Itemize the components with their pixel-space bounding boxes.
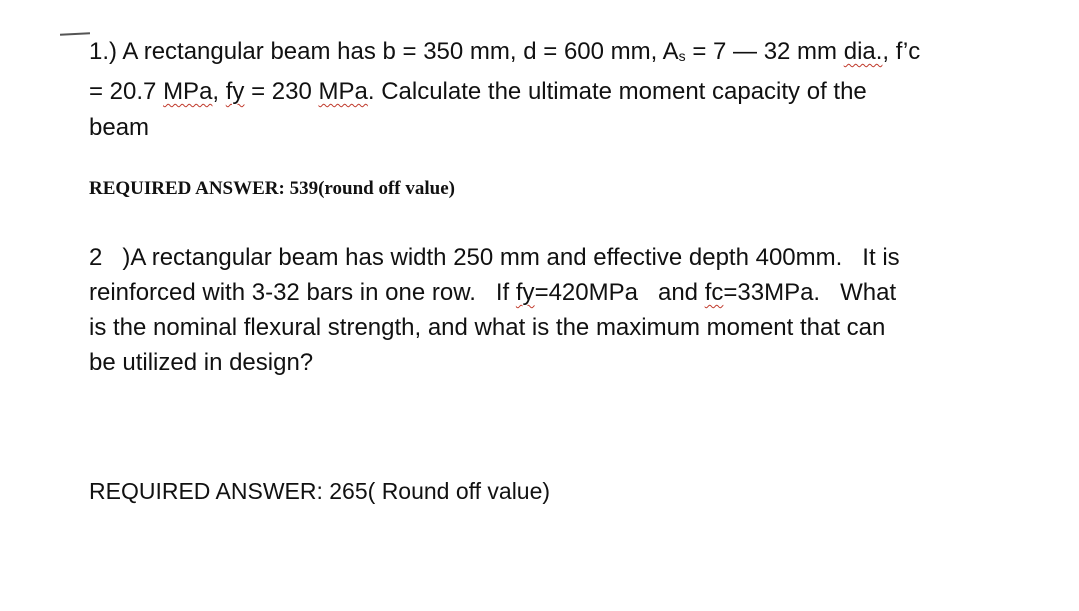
- spellcheck-mpa-2: MPa: [318, 78, 368, 105]
- corner-mark: [60, 32, 90, 36]
- spellcheck-dia: dia.: [843, 38, 883, 65]
- spellcheck-fy-2: fy: [515, 279, 535, 306]
- subscript-s: s: [678, 48, 686, 64]
- problem-1-line-2: = 20.7 MPa, fy = 230 MPa. Calculate the ultimate moment capacity of the: [89, 78, 867, 105]
- problem-2-line-2: reinforced with 3-32 bars in one row. If fy=420MPa and fc=33MPa. What: [89, 279, 897, 306]
- spellcheck-fc: fc: [704, 279, 724, 306]
- problem-2: [89, 240, 1029, 380]
- problem-1-line-1: 1.) A rectangular beam has b = 350 mm, d = 600 mm, As = 7 — 32 mm dia., f’c: [89, 38, 921, 65]
- problem-2-line-3: is the nominal flexural strength, and what is the maximum moment that can: [89, 314, 886, 341]
- required-answer-2: [89, 478, 550, 505]
- problem-2-line-4: be utilized in design?: [89, 349, 314, 376]
- problem-1-line-3: beam: [89, 114, 150, 141]
- answer-2-label: REQUIRED ANSWER:: [89, 478, 323, 504]
- answer-1-label: REQUIRED ANSWER:: [89, 178, 285, 199]
- problem-2-line-1: 2 )A rectangular beam has width 250 mm and effective depth 400mm. It is: [89, 244, 900, 271]
- spellcheck-fy: fy: [225, 78, 245, 105]
- answer-1-value: 539(round off value): [289, 178, 455, 199]
- answer-2-value: 265( Round off value): [329, 478, 551, 504]
- problem-1: [89, 34, 1029, 146]
- spellcheck-mpa-1: MPa: [163, 78, 213, 105]
- required-answer-1: [89, 178, 455, 200]
